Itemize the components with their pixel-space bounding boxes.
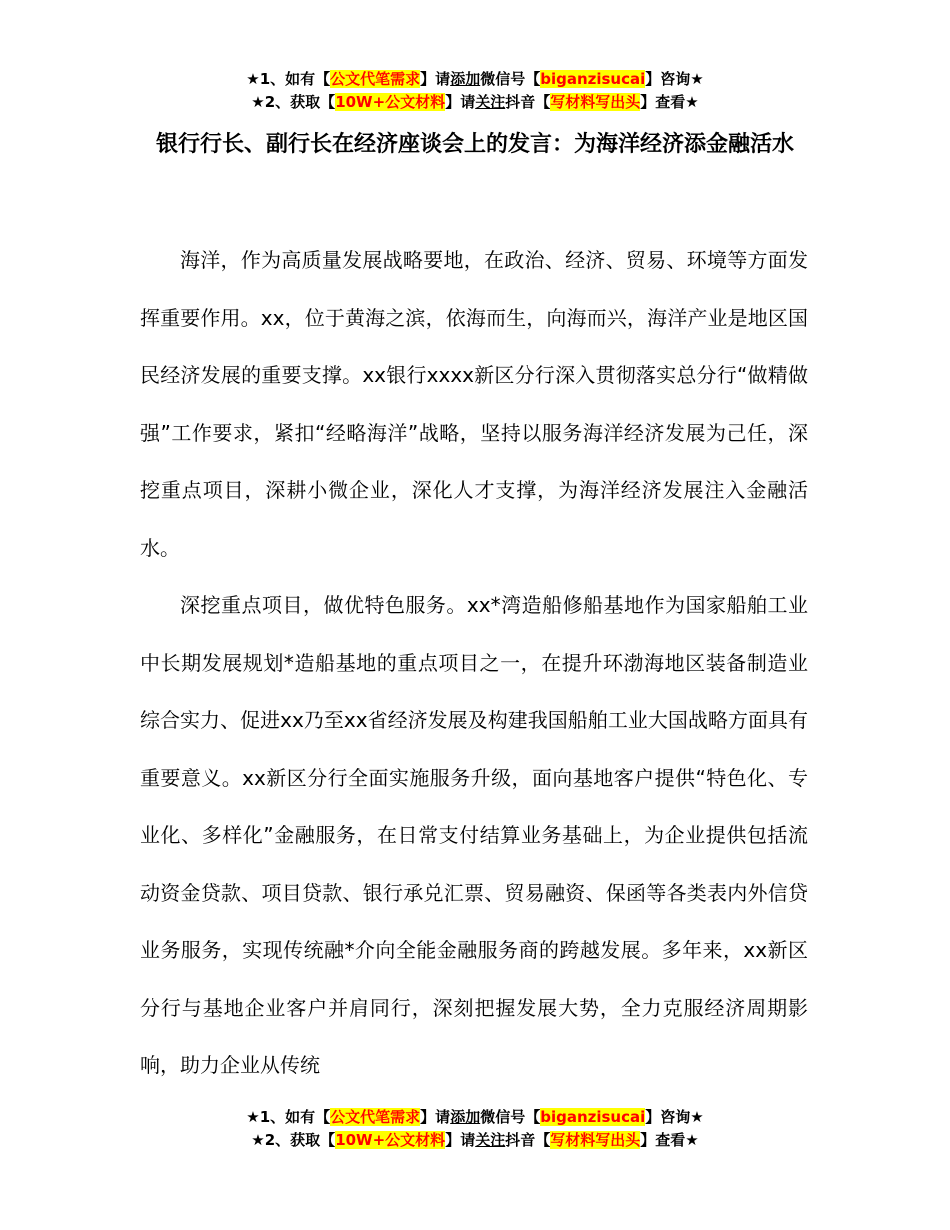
banner-text: 抖音【	[505, 93, 551, 111]
banner-highlight: 公文代笔需求	[330, 1108, 421, 1126]
banner-underline: 关注	[475, 1131, 506, 1149]
banner-underline: 添加	[450, 70, 481, 88]
banner-highlight: 公文代笔需求	[330, 70, 421, 88]
banner-text: ★2、获取【	[251, 1131, 336, 1149]
banner-highlight-wechat: biganzisucai	[540, 70, 646, 88]
document-title: 银行行长、副行长在经济座谈会上的发言：为海洋经济添金融活水	[155, 132, 794, 157]
banner-text: 】请	[445, 1131, 476, 1149]
banner-text: 微信号【	[480, 70, 541, 88]
banner-text: ★1、如有【	[246, 70, 331, 88]
banner-text: 】请	[445, 93, 476, 111]
banner-text: ★1、如有【	[246, 1108, 331, 1126]
banner-text: ★2、获取【	[251, 93, 336, 111]
banner-highlight-wechat: biganzisucai	[540, 1108, 646, 1126]
banner-text: 】咨询★	[645, 70, 704, 88]
banner-text: 微信号【	[480, 1108, 541, 1126]
footer-banner	[0, 1106, 950, 1152]
banner-highlight-douyin: 写材料写出头	[550, 93, 641, 111]
paragraph-2: 深挖重点项目，做优特色服务。xx*湾造船修船基地作为国家船舶工业中长期发展规划*造船基地的重点项目之一，在提升环渤海地区装备制造业综合实力、促进xx乃至xx省经济发展及构建我国船舶工业大国战略方面具有重要意义。xx新区分行全面实施服务升级，面向基地客户提供“特色化、专业化、多样化”金融服务，在日常支付结算业务基础上，为企业提供包括流动资金贷款、项目贷款、银行承兑汇票、贸易融资、保函等各类表内外信贷业务服务，实现传统融*介向全能金融服务商的跨越发展。多年来，xx新区分行与基地企业客户并肩同行，深刻把握发展大势，全力克服经济周期影响，助力企业从传统	[140, 593, 808, 1077]
banner-text: 抖音【	[505, 1131, 551, 1149]
banner-text: 】查看★	[640, 1131, 699, 1149]
banner-underline: 关注	[475, 93, 506, 111]
banner-highlight: 10W+公文材料	[335, 93, 446, 111]
banner-line-1	[0, 1106, 950, 1129]
banner-text: 】请	[420, 70, 451, 88]
banner-line-1	[0, 68, 950, 91]
paragraph-1: 海洋，作为高质量发展战略要地，在政治、经济、贸易、环境等方面发挥重要作用。xx，位于黄海之滨，依海而生，向海而兴，海洋产业是地区国民经济发展的重要支撑。xx银行xxxx新区分行深入贯彻落实总分行“做精做强”工作要求，紧扣“经略海洋”战略，坚持以服务海洋经济发展为己任，深挖重点项目，深耕小微企业，深化人才支撑，为海洋经济发展注入金融活水。	[140, 248, 808, 560]
banner-highlight: 10W+公文材料	[335, 1131, 446, 1149]
banner-text: 】咨询★	[645, 1108, 704, 1126]
document-body	[140, 232, 808, 1094]
banner-highlight-douyin: 写材料写出头	[550, 1131, 641, 1149]
banner-underline: 添加	[450, 1108, 481, 1126]
banner-text: 】请	[420, 1108, 451, 1126]
banner-line-2	[0, 91, 950, 114]
header-banner	[0, 68, 950, 114]
banner-line-2	[0, 1129, 950, 1152]
banner-text: 】查看★	[640, 93, 699, 111]
document-body-viewport	[130, 232, 820, 1094]
